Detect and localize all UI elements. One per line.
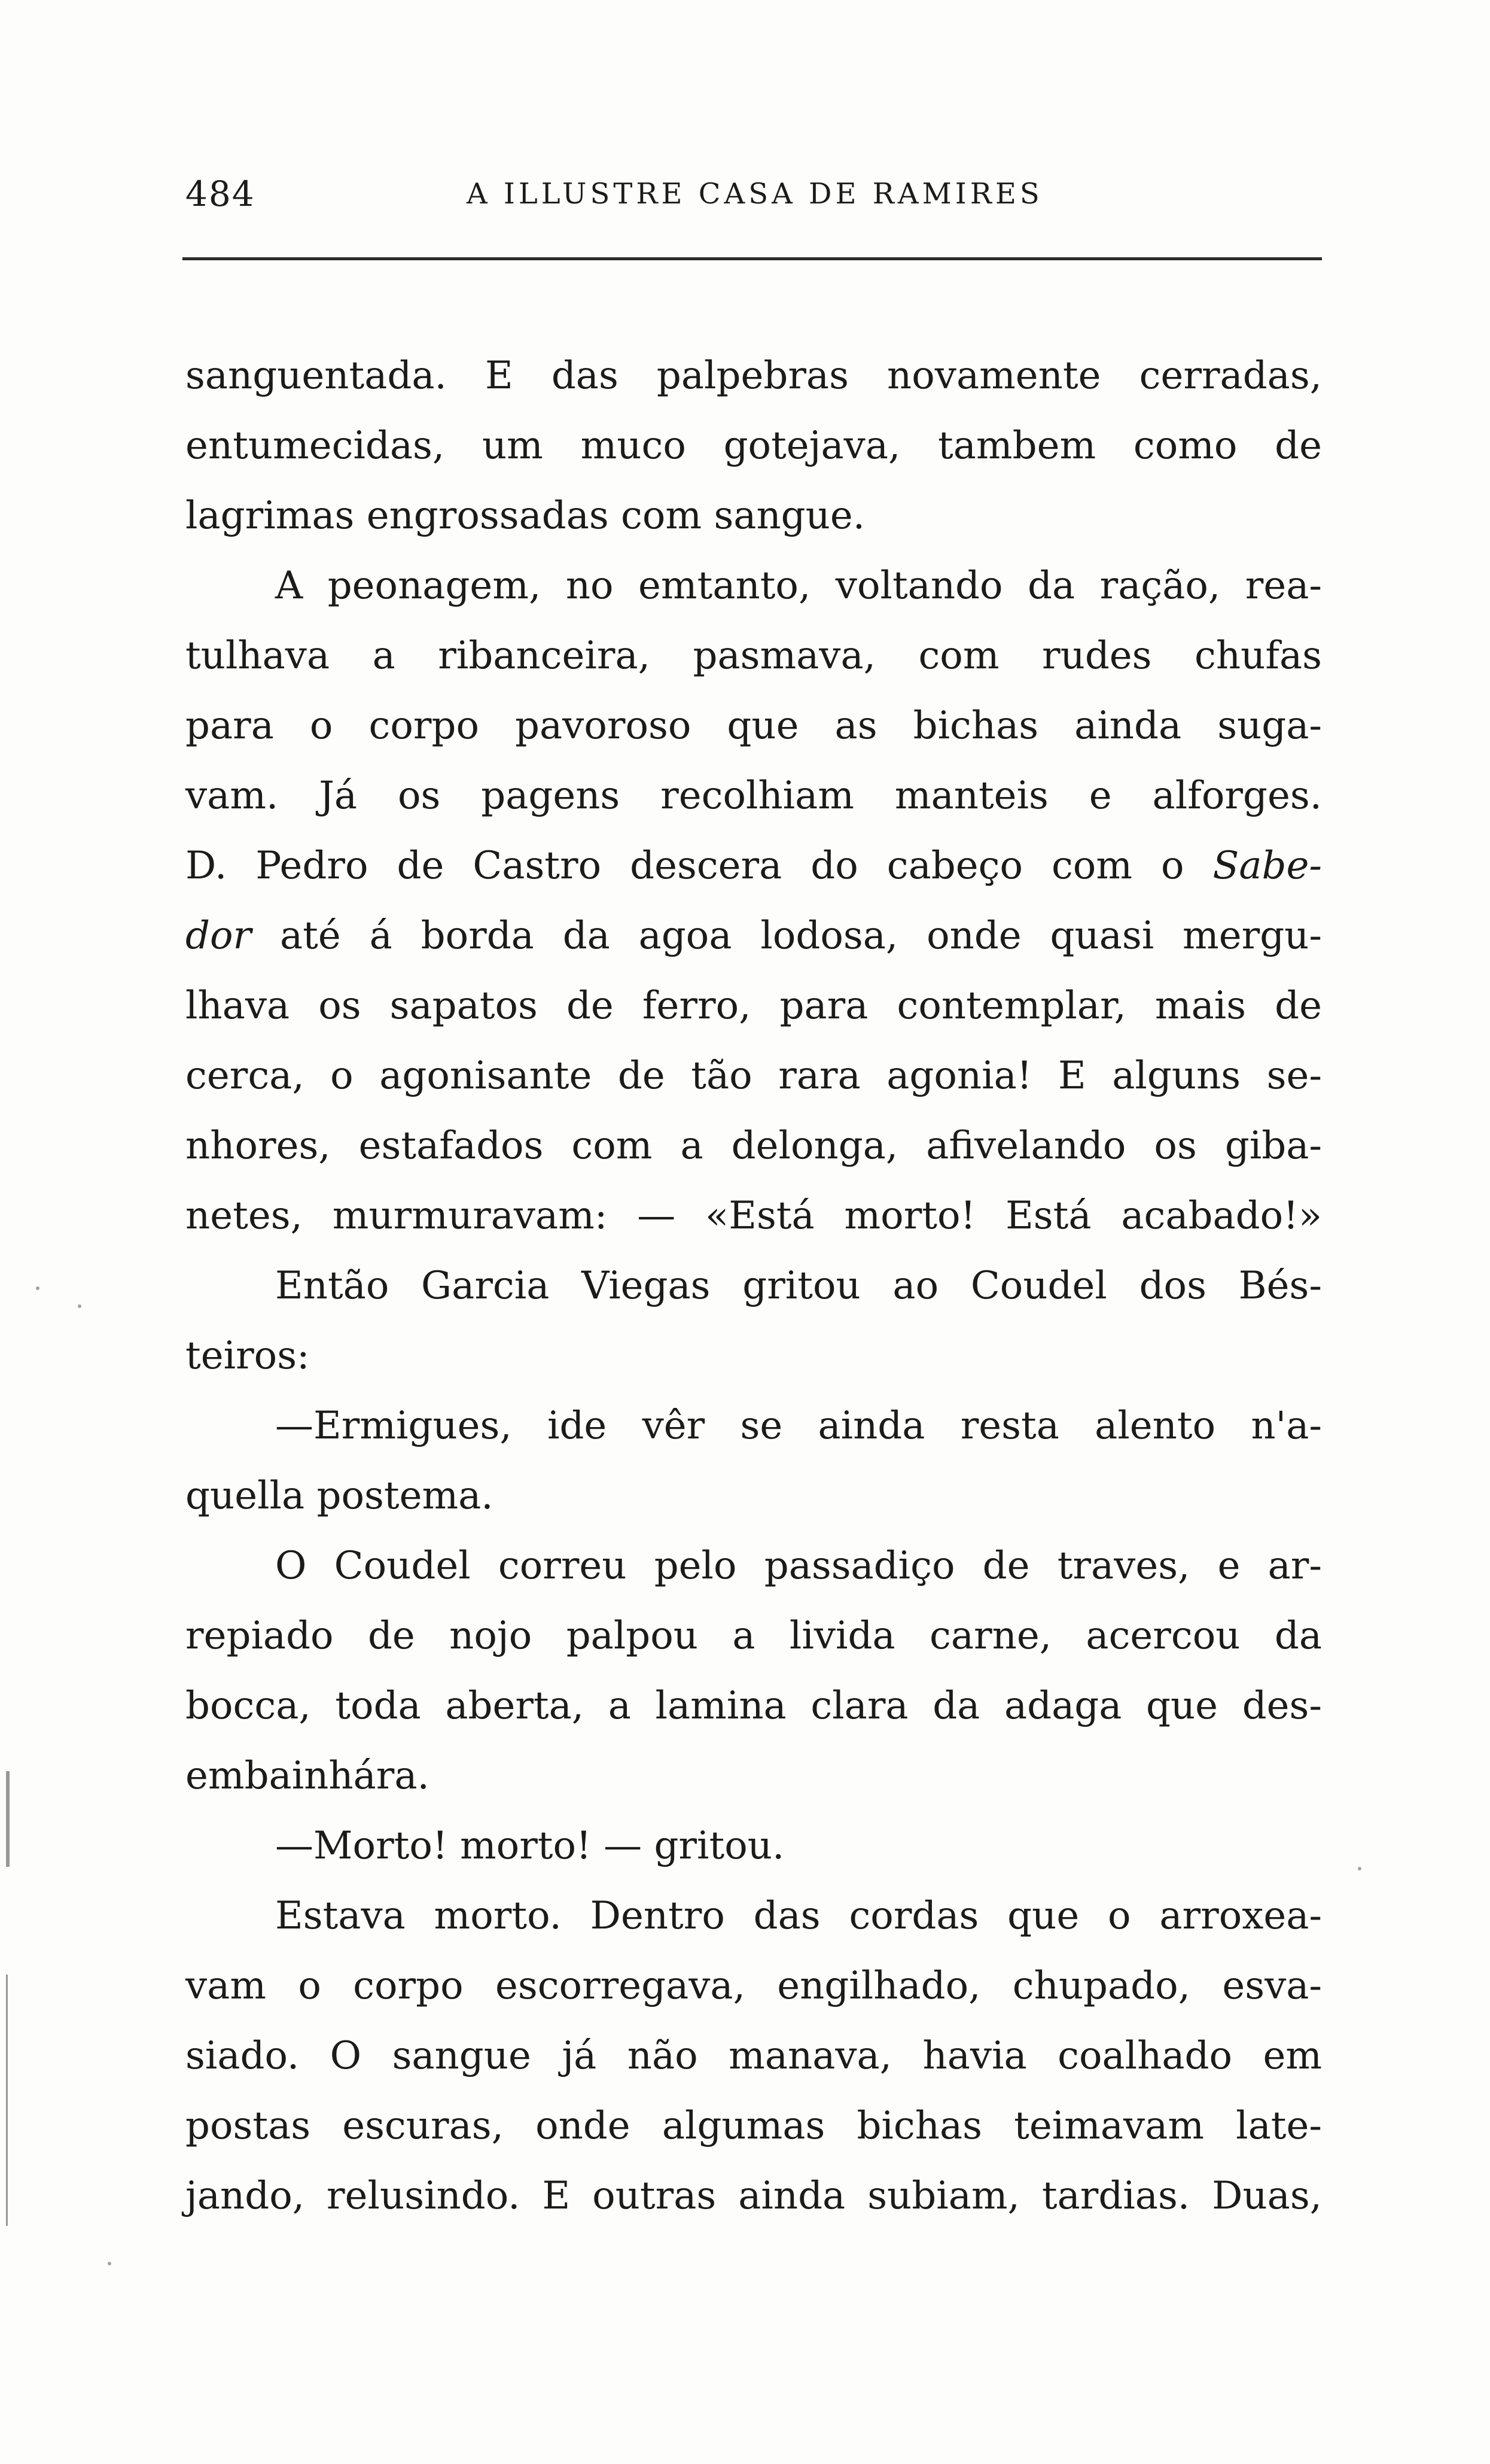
text-fragment: D. Pedro de Castro descera do cabeço com o xyxy=(185,844,1184,888)
body-text xyxy=(185,341,1322,2231)
scan-artifact xyxy=(108,2262,111,2265)
text-line: Então Garcia Viegas gritou ao Coudel dos Bés- xyxy=(275,1264,1322,1308)
text-line: cerca, o agonisante de tão rara agonia! E alguns se- xyxy=(185,1054,1322,1098)
scan-artifact xyxy=(1358,1867,1361,1870)
text-line: tulhava a ribanceira, pasmava, com rudes chufas xyxy=(185,634,1322,678)
text-line: para o corpo pavoroso que as bichas ainda suga- xyxy=(185,704,1322,748)
scan-artifact xyxy=(6,1771,10,1867)
text-line xyxy=(185,901,1322,971)
header-rule xyxy=(182,257,1322,260)
text-line: netes, murmuravam: — «Está morto! Está acabado!» xyxy=(185,1194,1322,1238)
text-line: repiado de nojo palpou a livida carne, acercou da xyxy=(185,1614,1322,1658)
text-line: siado. O sangue já não manava, havia coalhado em xyxy=(185,2034,1322,2078)
italic-word: Sabe- xyxy=(1212,844,1323,888)
text-line: sanguentada. E das palpebras novamente cerradas, xyxy=(185,354,1322,398)
text-line: nhores, estafados com a delonga, afivelando os giba- xyxy=(185,1124,1322,1168)
text-line: A peonagem, no emtanto, voltando da ração, rea- xyxy=(275,564,1322,608)
text-line: jando, relusindo. E outras ainda subiam, tardias. Duas, xyxy=(185,2174,1322,2218)
text-line: lhava os sapatos de ferro, para contemplar, mais de xyxy=(185,984,1322,1028)
text-line: —Ermigues, ide vêr se ainda resta alento n'a- xyxy=(275,1404,1322,1448)
scan-artifact xyxy=(36,1286,39,1290)
text-line: entumecidas, um muco gotejava, tambem como de xyxy=(185,424,1322,468)
text-line: vam o corpo escorregava, engilhado, chupado, esva- xyxy=(185,1964,1322,2008)
text-line: lagrimas engrossadas com sangue. xyxy=(185,494,866,538)
scan-artifact xyxy=(6,1975,8,2226)
page-number: 484 xyxy=(185,174,255,214)
text-fragment: até á borda da agoa lodosa, onde quasi mergu- xyxy=(279,914,1323,958)
italic-word: dor xyxy=(185,914,252,958)
text-line: Estava morto. Dentro das cordas que o arroxea- xyxy=(275,1894,1322,1938)
page-header xyxy=(185,174,1325,227)
text-line: quella postema. xyxy=(185,1474,493,1518)
text-line: vam. Já os pagens recolhiam manteis e alforges. xyxy=(185,774,1322,818)
running-title: A ILLUSTRE CASA DE RAMIRES xyxy=(467,177,1043,211)
text-line: bocca, toda aberta, a lamina clara da adaga que des- xyxy=(185,1684,1322,1728)
text-line xyxy=(185,831,1322,901)
text-line: O Coudel correu pelo passadiço de traves, e ar- xyxy=(275,1544,1322,1588)
text-line: embainhára. xyxy=(185,1754,429,1798)
text-line: postas escuras, onde algumas bichas teimavam late- xyxy=(185,2104,1322,2148)
scan-artifact xyxy=(78,1304,81,1308)
text-line: teiros: xyxy=(185,1334,310,1378)
text-line: —Morto! morto! — gritou. xyxy=(275,1824,785,1868)
